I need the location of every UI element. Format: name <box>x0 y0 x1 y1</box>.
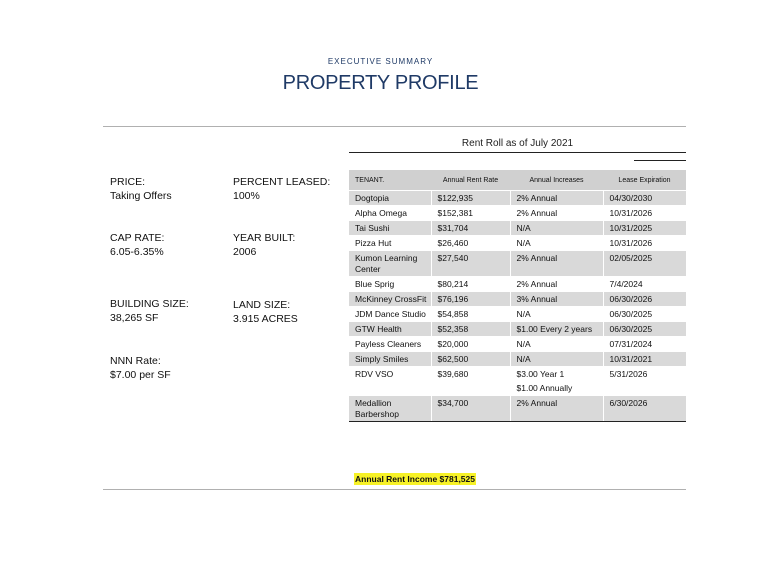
rent-cell: $34,700 <box>431 396 510 422</box>
rent-roll-table <box>349 170 686 422</box>
cap-rate-value: 6.05-6.35% <box>110 246 164 258</box>
percent-leased-value: 100% <box>233 190 260 202</box>
increase-cell <box>510 367 603 396</box>
header-tenant: TENANT. <box>349 170 431 191</box>
expiration-cell: 07/31/2024 <box>603 337 686 352</box>
land-size-block <box>233 298 298 326</box>
land-size-value: 3.915 ACRES <box>233 313 298 325</box>
rent-cell: $52,358 <box>431 322 510 337</box>
header-annual-increases: Annual Increases <box>510 170 603 191</box>
top-divider <box>103 126 686 127</box>
tenant-cell: Payless Cleaners <box>349 337 431 352</box>
tenant-cell: Dogtopia <box>349 191 431 206</box>
expiration-cell: 6/30/2026 <box>603 396 686 422</box>
tenant-cell: Blue Sprig <box>349 277 431 292</box>
percent-leased-label: PERCENT LEASED: <box>233 176 331 188</box>
expiration-cell: 10/31/2025 <box>603 221 686 236</box>
price-value: Taking Offers <box>110 190 172 202</box>
increase-cell: 2% Annual <box>510 191 603 206</box>
tenant-cell: GTW Health <box>349 322 431 337</box>
table-row <box>349 191 686 206</box>
tenant-cell: Kumon Learning Center <box>349 251 431 277</box>
year-built-block <box>233 231 295 259</box>
annual-rent-income-total: Annual Rent Income $781,525 <box>355 474 475 484</box>
table-row <box>349 251 686 277</box>
building-size-label: BUILDING SIZE: <box>110 298 189 310</box>
table-row <box>349 352 686 367</box>
tenant-cell: RDV VSO <box>349 367 431 396</box>
rent-cell: $62,500 <box>431 352 510 367</box>
nnn-rate-value: $7.00 per SF <box>110 369 171 381</box>
rent-cell: $27,540 <box>431 251 510 277</box>
nnn-rate-label: NNN Rate: <box>110 355 161 367</box>
increase-line-2: $1.00 Annually <box>516 383 573 393</box>
header-lease-expiration: Lease Expiration <box>603 170 686 191</box>
nnn-rate-block <box>110 354 171 382</box>
table-row <box>349 206 686 221</box>
rent-cell: $122,935 <box>431 191 510 206</box>
table-header-row <box>349 170 686 191</box>
increase-cell: N/A <box>510 221 603 236</box>
rent-cell: $26,460 <box>431 236 510 251</box>
table-row <box>349 396 686 422</box>
table-row <box>349 277 686 292</box>
page-title: PROPERTY PROFILE <box>282 72 479 94</box>
rent-roll-short-rule <box>634 160 686 161</box>
cap-rate-block <box>110 231 164 259</box>
rent-cell: $39,680 <box>431 367 510 396</box>
increase-cell: N/A <box>510 337 603 352</box>
tenant-cell: Tai Sushi <box>349 221 431 236</box>
expiration-cell: 10/31/2026 <box>603 206 686 221</box>
rent-roll-top-rule <box>349 152 686 153</box>
rent-cell: $20,000 <box>431 337 510 352</box>
land-size-label: LAND SIZE: <box>233 299 291 311</box>
price-label: PRICE: <box>110 176 146 188</box>
tenant-cell: McKinney CrossFit <box>349 292 431 307</box>
table-row <box>349 367 686 396</box>
table-row <box>349 337 686 352</box>
increase-cell: N/A <box>510 352 603 367</box>
rent-cell: $80,214 <box>431 277 510 292</box>
tenant-cell: Simply Smiles <box>349 352 431 367</box>
building-size-block <box>110 297 189 325</box>
expiration-cell: 7/4/2024 <box>603 277 686 292</box>
table-row <box>349 236 686 251</box>
table-row <box>349 292 686 307</box>
expiration-cell: 10/31/2026 <box>603 236 686 251</box>
tenant-cell: JDM Dance Studio <box>349 307 431 322</box>
expiration-cell: 06/30/2025 <box>603 307 686 322</box>
rent-roll-caption: Rent Roll as of July 2021 <box>461 138 574 149</box>
building-size-value: 38,265 SF <box>110 312 159 324</box>
table-row <box>349 322 686 337</box>
header-annual-rent: Annual Rent Rate <box>431 170 510 191</box>
increase-cell: 3% Annual <box>510 292 603 307</box>
price-block <box>110 175 172 203</box>
tenant-cell: Medallion Barbershop <box>349 396 431 422</box>
table-row <box>349 221 686 236</box>
increase-cell: N/A <box>510 236 603 251</box>
expiration-cell: 06/30/2026 <box>603 292 686 307</box>
page-subtitle: EXECUTIVE SUMMARY <box>327 57 434 66</box>
cap-rate-label: CAP RATE: <box>110 232 165 244</box>
increase-cell: 2% Annual <box>510 251 603 277</box>
rent-cell: $31,704 <box>431 221 510 236</box>
tenant-cell: Alpha Omega <box>349 206 431 221</box>
expiration-cell: 10/31/2021 <box>603 352 686 367</box>
increase-cell: $1.00 Every 2 years <box>510 322 603 337</box>
increase-cell: 2% Annual <box>510 206 603 221</box>
year-built-label: YEAR BUILT: <box>233 232 296 244</box>
expiration-cell: 02/05/2025 <box>603 251 686 277</box>
increase-cell: 2% Annual <box>510 277 603 292</box>
expiration-cell: 06/30/2025 <box>603 322 686 337</box>
percent-leased-block <box>233 175 330 203</box>
increase-cell: 2% Annual <box>510 396 603 422</box>
rent-cell: $152,381 <box>431 206 510 221</box>
bottom-divider <box>103 489 686 490</box>
tenant-cell: Pizza Hut <box>349 236 431 251</box>
rent-cell: $54,858 <box>431 307 510 322</box>
increase-cell: N/A <box>510 307 603 322</box>
increase-line-1: $3.00 Year 1 <box>516 369 565 379</box>
expiration-cell: 5/31/2026 <box>603 367 686 396</box>
expiration-cell: 04/30/2030 <box>603 191 686 206</box>
year-built-value: 2006 <box>233 246 257 258</box>
table-row <box>349 307 686 322</box>
rent-cell: $76,196 <box>431 292 510 307</box>
